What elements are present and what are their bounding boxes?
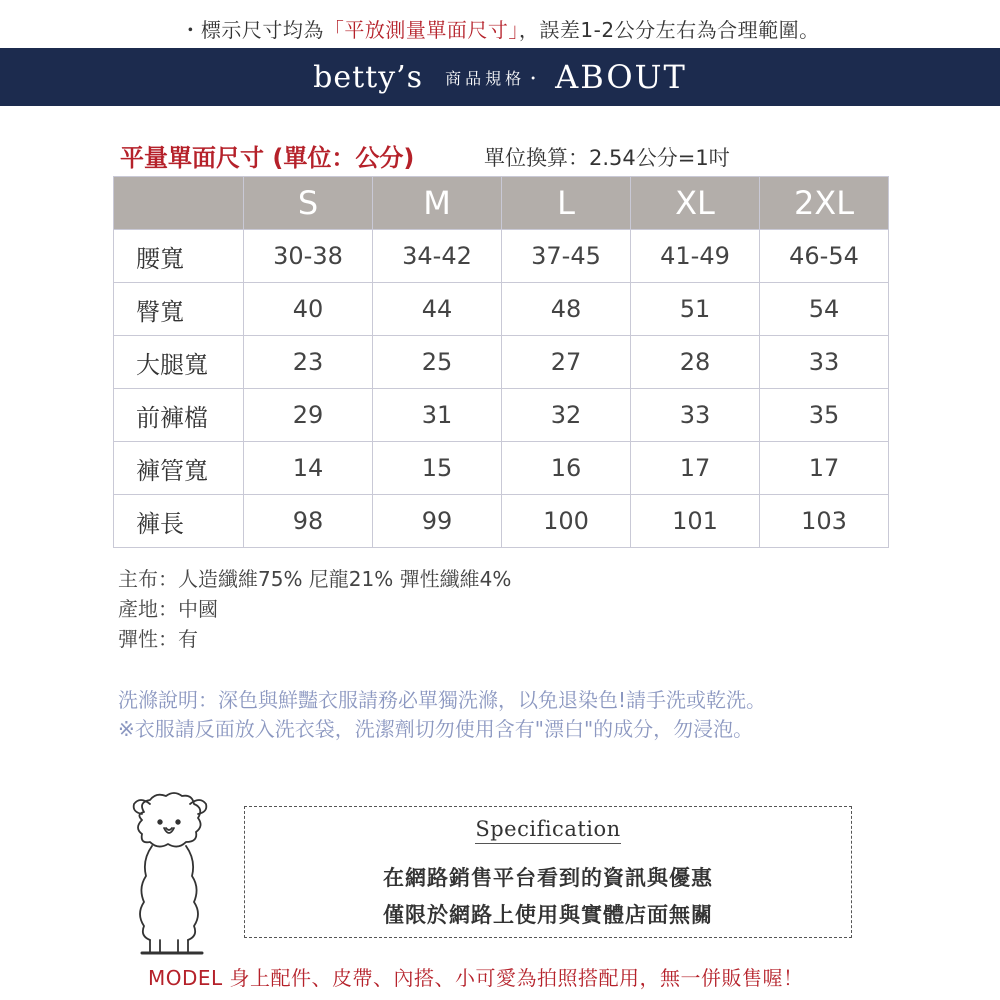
measurement-notice	[0, 14, 1000, 43]
wash-instructions	[118, 686, 766, 744]
table-cell: 14	[244, 442, 373, 495]
product-specs	[118, 564, 511, 654]
table-cell: 15	[373, 442, 502, 495]
table-cell: 44	[373, 283, 502, 336]
size-header-2xl: 2XL	[760, 177, 889, 230]
size-table-title: 平量單面尺寸 (單位：公分)	[120, 144, 415, 172]
brand-banner	[0, 48, 1000, 106]
table-cell: 34-42	[373, 230, 502, 283]
table-cell: 41-49	[631, 230, 760, 283]
specification-heading: Specification	[475, 817, 620, 844]
table-cell: 32	[502, 389, 631, 442]
brand-name: betty’s	[313, 59, 424, 95]
row-label: 前褲檔	[114, 389, 244, 442]
banner-about: ABOUT	[555, 58, 687, 96]
table-cell: 33	[760, 336, 889, 389]
table-cell: 103	[760, 495, 889, 548]
table-cell: 35	[760, 389, 889, 442]
row-label: 臀寬	[114, 283, 244, 336]
table-cell: 101	[631, 495, 760, 548]
alpaca-icon	[120, 790, 220, 960]
table-cell: 98	[244, 495, 373, 548]
notice-highlight: 「平放測量單面尺寸」	[323, 18, 519, 42]
row-label: 褲長	[114, 495, 244, 548]
table-row	[114, 230, 889, 283]
table-cell: 33	[631, 389, 760, 442]
table-cell: 31	[373, 389, 502, 442]
row-label: 腰寬	[114, 230, 244, 283]
size-header-blank	[114, 177, 244, 230]
table-cell: 40	[244, 283, 373, 336]
table-cell: 17	[631, 442, 760, 495]
size-table	[113, 176, 889, 548]
specification-box	[244, 806, 852, 938]
table-cell: 16	[502, 442, 631, 495]
table-cell: 17	[760, 442, 889, 495]
size-header-xl: XL	[631, 177, 760, 230]
table-cell: 28	[631, 336, 760, 389]
table-cell: 37-45	[502, 230, 631, 283]
row-label: 大腿寬	[114, 336, 244, 389]
specification-line-2: 僅限於網路上使用與實體店面無關	[383, 903, 713, 927]
size-header-l: L	[502, 177, 631, 230]
material-line: 主布：人造纖維75% 尼龍21% 彈性纖維4%	[118, 567, 512, 591]
specification-heading-wrap	[245, 817, 851, 841]
row-label: 褲管寬	[114, 442, 244, 495]
elasticity-line: 彈性：有	[118, 627, 198, 651]
wash-line-2: ※衣服請反面放入洗衣袋，洗潔劑切勿使用含有"漂白"的成分，勿浸泡。	[118, 717, 754, 741]
table-row	[114, 495, 889, 548]
specification-line-1: 在網路銷售平台看到的資訊與優惠	[383, 866, 713, 890]
size-table-header-row	[114, 177, 889, 230]
origin-line: 產地：中國	[118, 597, 218, 621]
table-cell: 29	[244, 389, 373, 442]
size-header-s: S	[244, 177, 373, 230]
table-row	[114, 283, 889, 336]
wash-line-1: 洗滌說明：深色與鮮豔衣服請務必單獨洗滌，以免退染色!請手洗或乾洗。	[118, 688, 767, 712]
table-row	[114, 336, 889, 389]
table-cell: 99	[373, 495, 502, 548]
model-accessories-note: MODEL 身上配件、皮帶、內搭、小可愛為拍照搭配用，無一併販售喔！	[148, 966, 804, 990]
notice-suffix: ，誤差1-2公分左右為合理範圍。	[518, 18, 820, 42]
table-cell: 46-54	[760, 230, 889, 283]
banner-subtitle: 商品規格・	[445, 68, 546, 88]
table-cell: 51	[631, 283, 760, 336]
table-cell: 23	[244, 336, 373, 389]
table-cell: 25	[373, 336, 502, 389]
table-cell: 27	[502, 336, 631, 389]
table-row	[114, 442, 889, 495]
table-cell: 100	[502, 495, 631, 548]
unit-conversion: 單位換算：2.54公分=1吋	[484, 146, 730, 170]
table-row	[114, 389, 889, 442]
table-cell: 48	[502, 283, 631, 336]
size-header-m: M	[373, 177, 502, 230]
table-cell: 54	[760, 283, 889, 336]
table-cell: 30-38	[244, 230, 373, 283]
notice-prefix: ・標示尺寸均為	[180, 18, 324, 42]
